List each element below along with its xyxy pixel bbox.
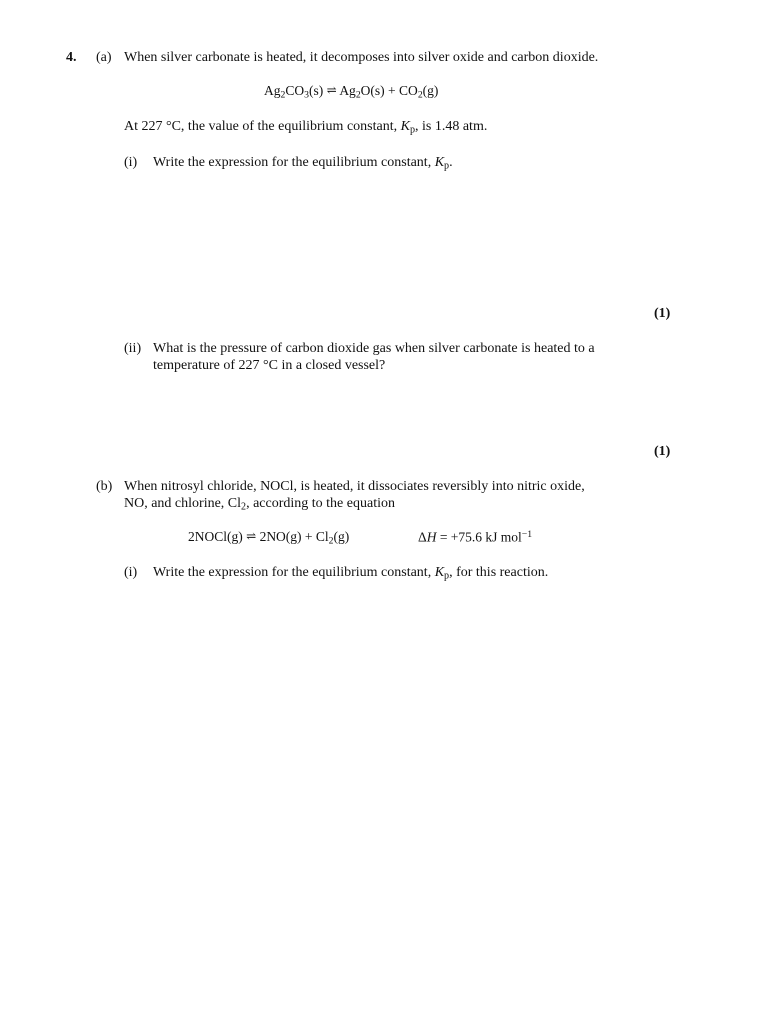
enthalpy-change: ΔH = +75.6 kJ mol$^{-1}$: [418, 529, 533, 545]
equilibrium-arrow-icon: ⇌: [246, 529, 257, 543]
part-a-ii-label: (ii): [124, 341, 142, 356]
part-a-i-text: Write the expression for the equilibrium constant, $K_p$.: [153, 155, 453, 172]
nocl-equation: 2NOCl(g) ⇌ $2NO(g) + Cl_2(g)$: [188, 529, 350, 547]
part-b-i-label: (i): [124, 565, 138, 580]
question-number: 4.: [66, 50, 77, 65]
part-b-line2: NO, and chlorine, $Cl_2$, according to the equation: [124, 496, 395, 513]
part-a-intro: When silver carbonate is heated, it decomposes into silver oxide and carbon dioxide.: [124, 50, 599, 65]
part-a-i-mark: (1): [654, 306, 671, 321]
equilibrium-arrow-icon: ⇌: [326, 83, 337, 97]
part-a-ii-line1: What is the pressure of carbon dioxide gas when silver carbonate is heated to a: [153, 341, 595, 356]
part-b-label: (b): [96, 479, 113, 494]
part-b-line1: When nitrosyl chloride, NOCl, is heated, it dissociates reversibly into nitric oxide,: [124, 479, 585, 494]
kp-statement: At 227 °C, the value of the equilibrium constant, $K_p$, is 1.48 atm.: [124, 119, 488, 136]
part-a-ii-line2: temperature of 227 °C in a closed vessel?: [153, 358, 386, 373]
part-a-i-label: (i): [124, 155, 138, 170]
part-b-i-text: Write the expression for the equilibrium constant, $K_p$, for this reaction.: [153, 565, 549, 582]
silver-carbonate-equation: $Ag_2CO_3(s)$ ⇌ $Ag_2O(s) + CO_2(g)$: [264, 83, 439, 101]
part-a-ii-mark: (1): [654, 444, 671, 459]
part-a-label: (a): [96, 50, 112, 65]
